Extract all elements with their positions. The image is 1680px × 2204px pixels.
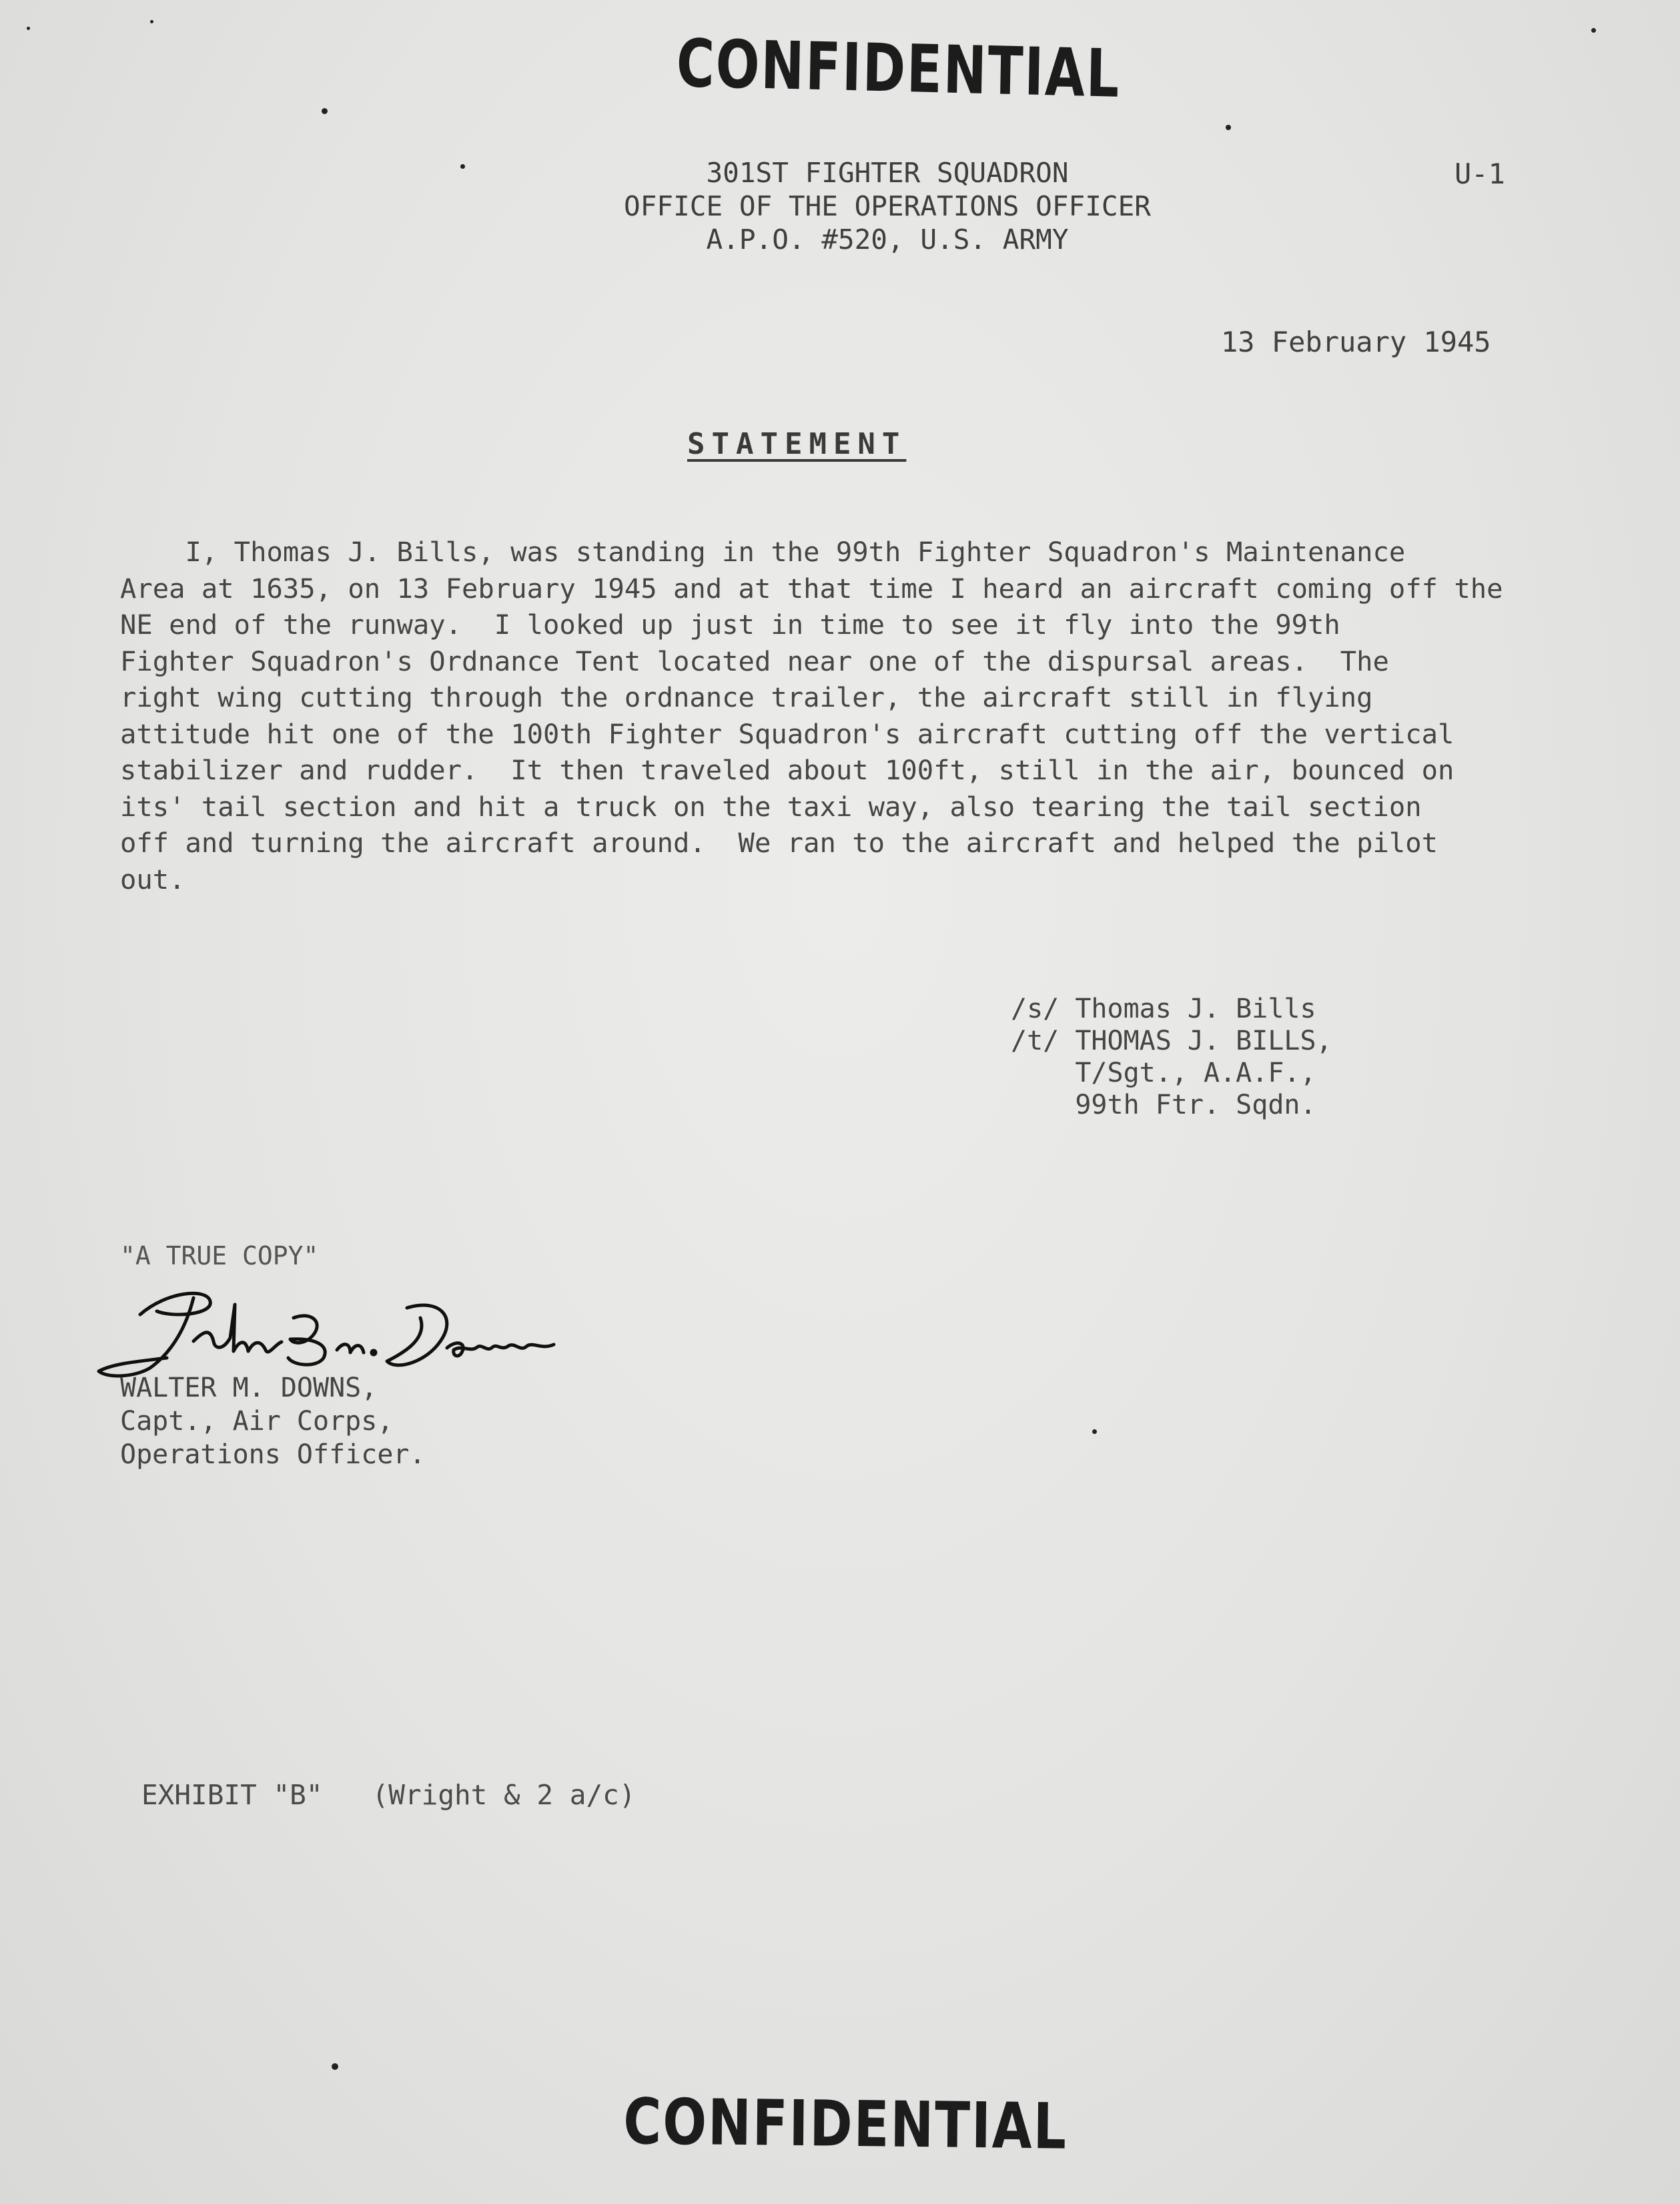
document-id: U-1: [1454, 157, 1505, 190]
letterhead-office: OFFICE OF THE OPERATIONS OFFICER: [624, 190, 1151, 222]
body-line: right wing cutting through the ordnance trailer, the aircraft still in flying: [120, 681, 1373, 713]
true-copy-label: "A TRUE COPY": [120, 1241, 319, 1270]
document-date: 13 February 1945: [1221, 326, 1491, 358]
signatory-rank: T/Sgt., A.A.F.,: [1011, 1058, 1316, 1088]
body-line: its' tail section and hit a truck on the taxi way, also tearing the tail section: [120, 790, 1422, 823]
body-line: attitude hit one of the 100th Fighter Squadron's aircraft cutting off the vertical: [120, 717, 1454, 750]
certifier-rank: Capt., Air Corps,: [120, 1406, 394, 1437]
document-title: STATEMENT: [687, 427, 907, 461]
certification-block: [120, 1371, 426, 1471]
exhibit-label: EXHIBIT "B" (Wright & 2 a/c): [141, 1779, 636, 1811]
body-line: stabilizer and rudder. It then traveled about 100ft, still in the air, bounced on: [120, 754, 1454, 786]
body-line: Fighter Squadron's Ordnance Tent located near one of the dispursal areas. The: [120, 645, 1389, 677]
signatory-typed: /t/ THOMAS J. BILLS,: [1011, 1026, 1332, 1056]
dust-speck: [332, 2063, 338, 2070]
letterhead-unit: 301ST FIGHTER SQUADRON: [706, 157, 1069, 189]
body-line: NE end of the runway. I looked up just in time to see it fly into the 99th: [120, 609, 1340, 641]
letterhead-address: A.P.O. #520, U.S. ARMY: [706, 224, 1069, 256]
statement-body: [120, 534, 1641, 897]
letterhead: [520, 156, 1254, 256]
body-line: off and turning the aircraft around. We ran to the aircraft and helped the pilot: [120, 827, 1438, 859]
signatory-unit: 99th Ftr. Sqdn.: [1011, 1090, 1316, 1120]
dust-speck: [150, 20, 153, 23]
signatory-block: [1011, 993, 1332, 1121]
dust-speck: [460, 164, 465, 169]
body-line: I, Thomas J. Bills, was standing in the 99th Fighter Squadron's Maintenance: [120, 536, 1406, 568]
dust-speck: [1591, 28, 1596, 33]
confidential-stamp-bottom: CONFIDENTIAL: [622, 2085, 1068, 2164]
body-line: Area at 1635, on 13 February 1945 and at that time I heard an aircraft coming off the: [120, 572, 1503, 605]
dust-speck: [1226, 125, 1231, 130]
dust-speck: [322, 108, 328, 114]
signatory-signed: /s/ Thomas J. Bills: [1011, 994, 1316, 1024]
certifier-title: Operations Officer.: [120, 1439, 426, 1470]
certifier-name: WALTER M. DOWNS,: [120, 1373, 378, 1403]
dust-speck: [27, 27, 30, 30]
confidential-stamp-top: CONFIDENTIAL: [675, 25, 1122, 113]
body-line: out.: [120, 863, 185, 895]
dust-speck: [1092, 1429, 1097, 1434]
